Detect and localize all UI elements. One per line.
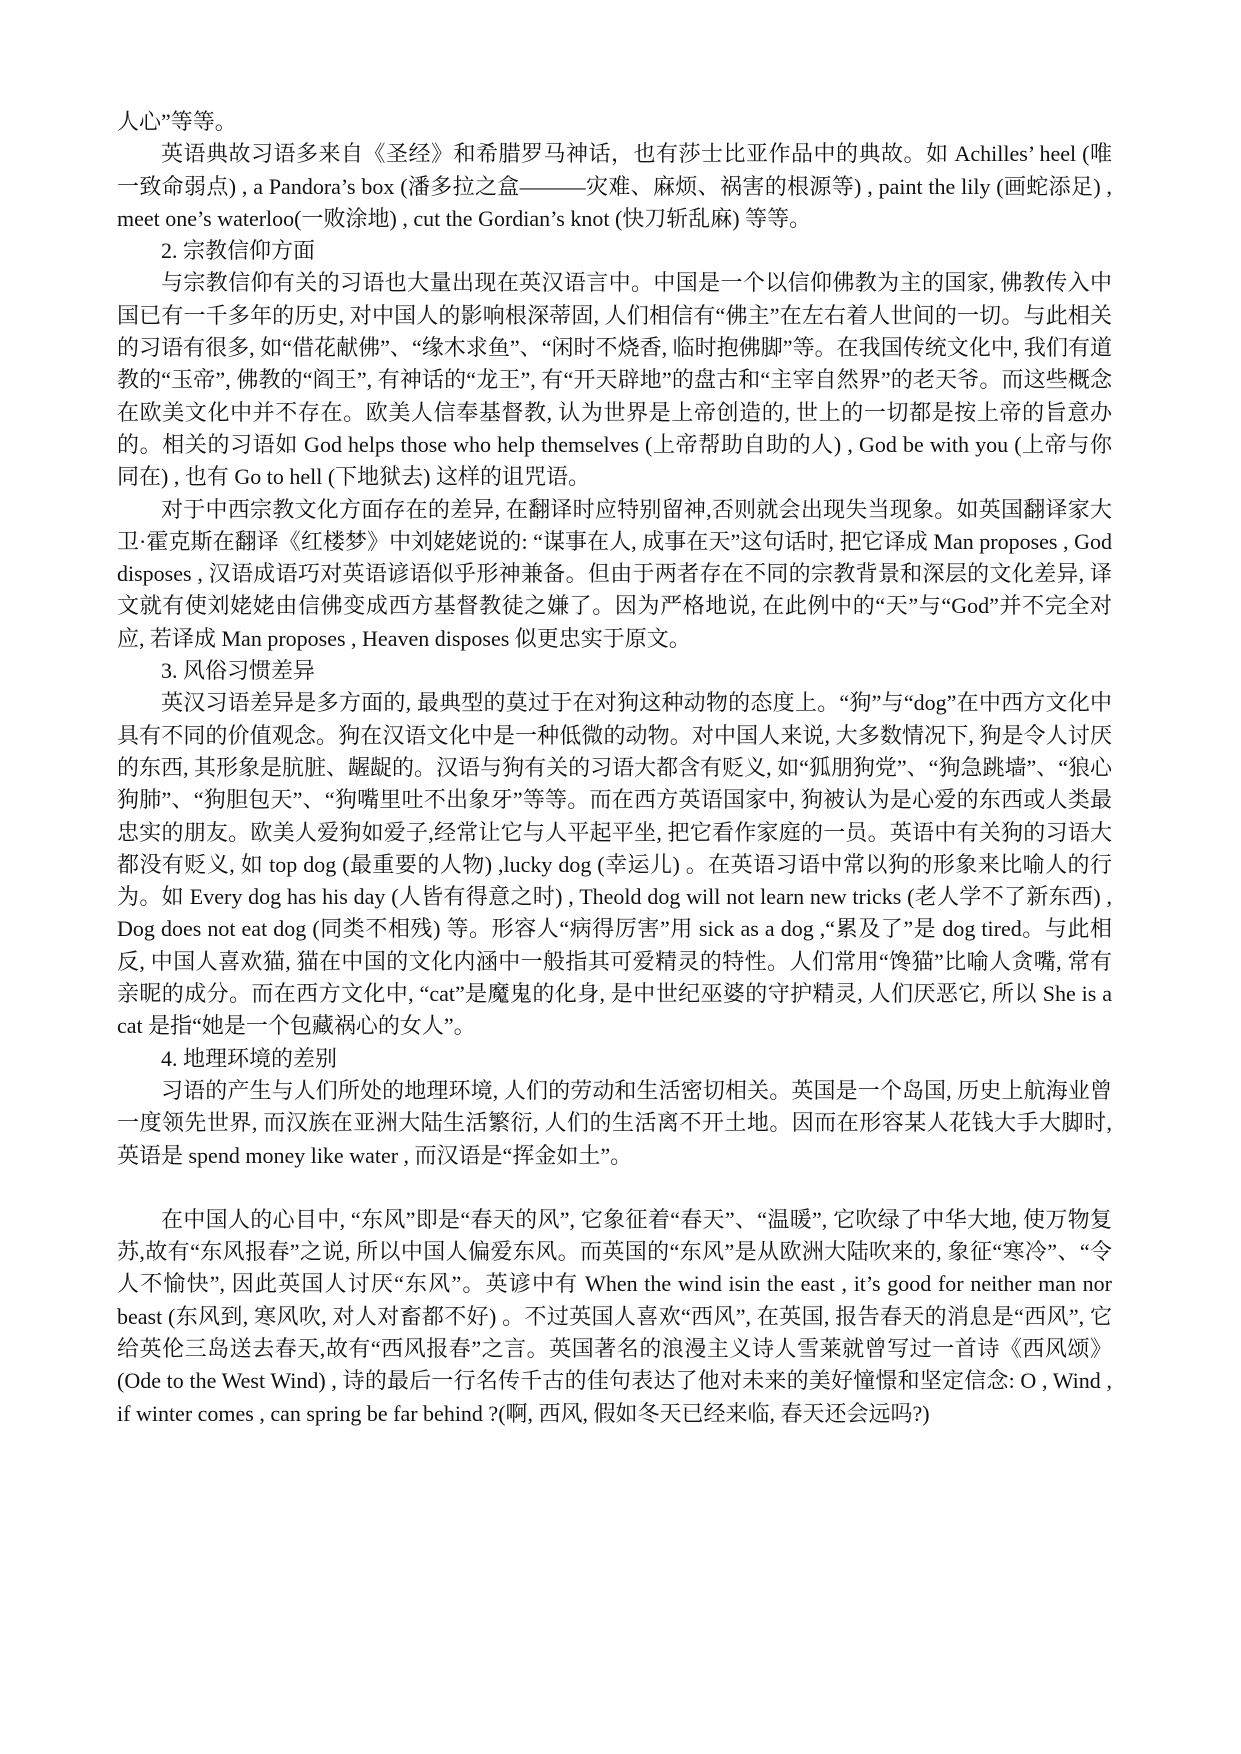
section-heading-customs: 3. 风俗习惯差异 [161,658,316,684]
paragraph-east-west-wind: 在中国人的心目中, “东风”即是“春天的风”, 它象征着“春天”、“温暖”, 它吹绿了中华大地, 使万物复苏,故有“东风报春”之说, 所以中国人偏爱东风。而英国的“东风”是从欧洲大陆吹来的, 象征“寒冷”、“令人不愉快”, 因此英国人讨厌“东风”。英谚中有 When the wind isin the east , it’s good for neither man nor beast (东风到, 寒风吹, 对人对畜都不好) 。不过英国人喜欢“西风”, 在英国, 报告春天的消息是“西风”, 它给英伦三岛送去春天,故有“西风报春”之言。英国著名的浪漫主义诗人雪莱就曾写过一首诗《西风颂》(Ode to the West Wind) , 诗的最后一行名传千古的佳句表达了他对未来的美好憧憬和坚定信念: O , Wind , if winter comes , can spring be far behind ?(啊, 西风, 假如冬天已经来临, 春天还会远吗?) [117,1206,1112,1426]
paragraph-allusion-idioms: 英语典故习语多来自《圣经》和希腊罗马神话，也有莎士比亚作品中的典故。如 Achilles’ heel (唯一致命弱点) , a Pandora’s box (潘多拉之盒———灾难、麻烦、祸害的根源等) , paint the lily (画蛇添足) , meet one’s waterloo(一败涂地) , cut the Gordian’s knot (快刀斩乱麻) 等等。 [117,141,1112,231]
paragraph-customs-dog-cat: 英汉习语差异是多方面的, 最典型的莫过于在对狗这种动物的态度上。“狗”与“dog”在中西方文化中具有不同的价值观念。狗在汉语文化中是一种低微的动物。对中国人来说, 大多数情况下, 狗是令人讨厌的东西, 其形象是肮脏、龌龊的。汉语与狗有关的习语大都含有贬义, 如“狐朋狗党”、“狗急跳墙”、“狼心狗肺”、“狗胆包天”、“狗嘴里吐不出象牙”等等。而在西方英语国家中, 狗被认为是心爱的东西或人类最忠实的朋友。欧美人爱狗如爱子,经常让它与人平起平坐, 把它看作家庭的一员。英语中有关狗的习语大都没有贬义, 如 top dog (最重要的人物) ,lucky dog (幸运儿) 。在英语习语中常以狗的形象来比喻人的行为。如 Every dog has his day (人皆有得意之时) , Theold dog will not learn new tricks (老人学不了新东西) , Dog does not eat dog (同类不相残) 等。形容人“病得厉害”用 sick as a dog ,“累及了”是 dog tired。与此相反, 中国人喜欢猫, 猫在中国的文化内涵中一般指其可爱精灵的特性。人们常用“馋猫”比喻人贪嘴, 常有亲昵的成分。而在西方文化中, “cat”是魔鬼的化身, 是中世纪巫婆的守护精灵, 人们厌恶它, 所以 She is a cat 是指“她是一个包藏祸心的女人”。 [117,690,1112,1039]
paragraph-religion-translation: 对于中西宗教文化方面存在的差异, 在翻译时应特别留神,否则就会出现失当现象。如英国翻译家大卫·霍克斯在翻译《红楼梦》中刘姥姥说的: “谋事在人, 成事在天”这句话时, 把它译成 Man proposes , God disposes , 汉语成语巧对英语谚语似乎形神兼备。但由于两者存在不同的宗教背景和深层的文化差异, 译文就有使刘姥姥由信佛变成西方基督教徒之嫌了。因为严格地说, 在此例中的“天”与“God”并不完全对应, 若译成 Man proposes , Heaven disposes 似更忠实于原文。 [117,496,1112,651]
section-heading-geography: 4. 地理环境的差别 [161,1045,338,1071]
paragraph-geography-island: 习语的产生与人们所处的地理环境, 人们的劳动和生活密切相关。英国是一个岛国, 历史上航海业曾一度领先世界, 而汉族在亚洲大陆生活繁衍, 人们的生活离不开土地。因而在形容某人花钱大手大脚时, 英语是 spend money like water , 而汉语是“挥金如土”。 [117,1077,1112,1168]
document-page [117,106,1112,1430]
paragraph-religion-idioms: 与宗教信仰有关的习语也大量出现在英汉语言中。中国是一个以信仰佛教为主的国家, 佛教传入中国已有一千多年的历史, 对中国人的影响根深蒂固, 人们相信有“佛主”在左右着人世间的一切。与此相关的习语有很多, 如“借花献佛”、“缘木求鱼”、“闲时不烧香, 临时抱佛脚”等。在我国传统文化中, 我们有道教的“玉帝”, 佛教的“阎王”, 有神话的“龙王”, 有“开天辟地”的盘古和“主宰自然界”的老天爷。而这些概念在欧美文化中并不存在。欧美人信奉基督教, 认为世界是上帝创造的, 世上的一切都是按上帝的旨意办的。相关的习语如 God helps those who help themselves (上帝帮助自助的人) , God be with you (上帝与你同在) , 也有 Go to hell (下地狱去) 这样的诅咒语。 [117,270,1112,490]
paragraph-continuation: 人心”等等。 [117,109,237,134]
section-heading-religion: 2. 宗教信仰方面 [161,238,316,264]
blank-line [117,1172,1112,1204]
